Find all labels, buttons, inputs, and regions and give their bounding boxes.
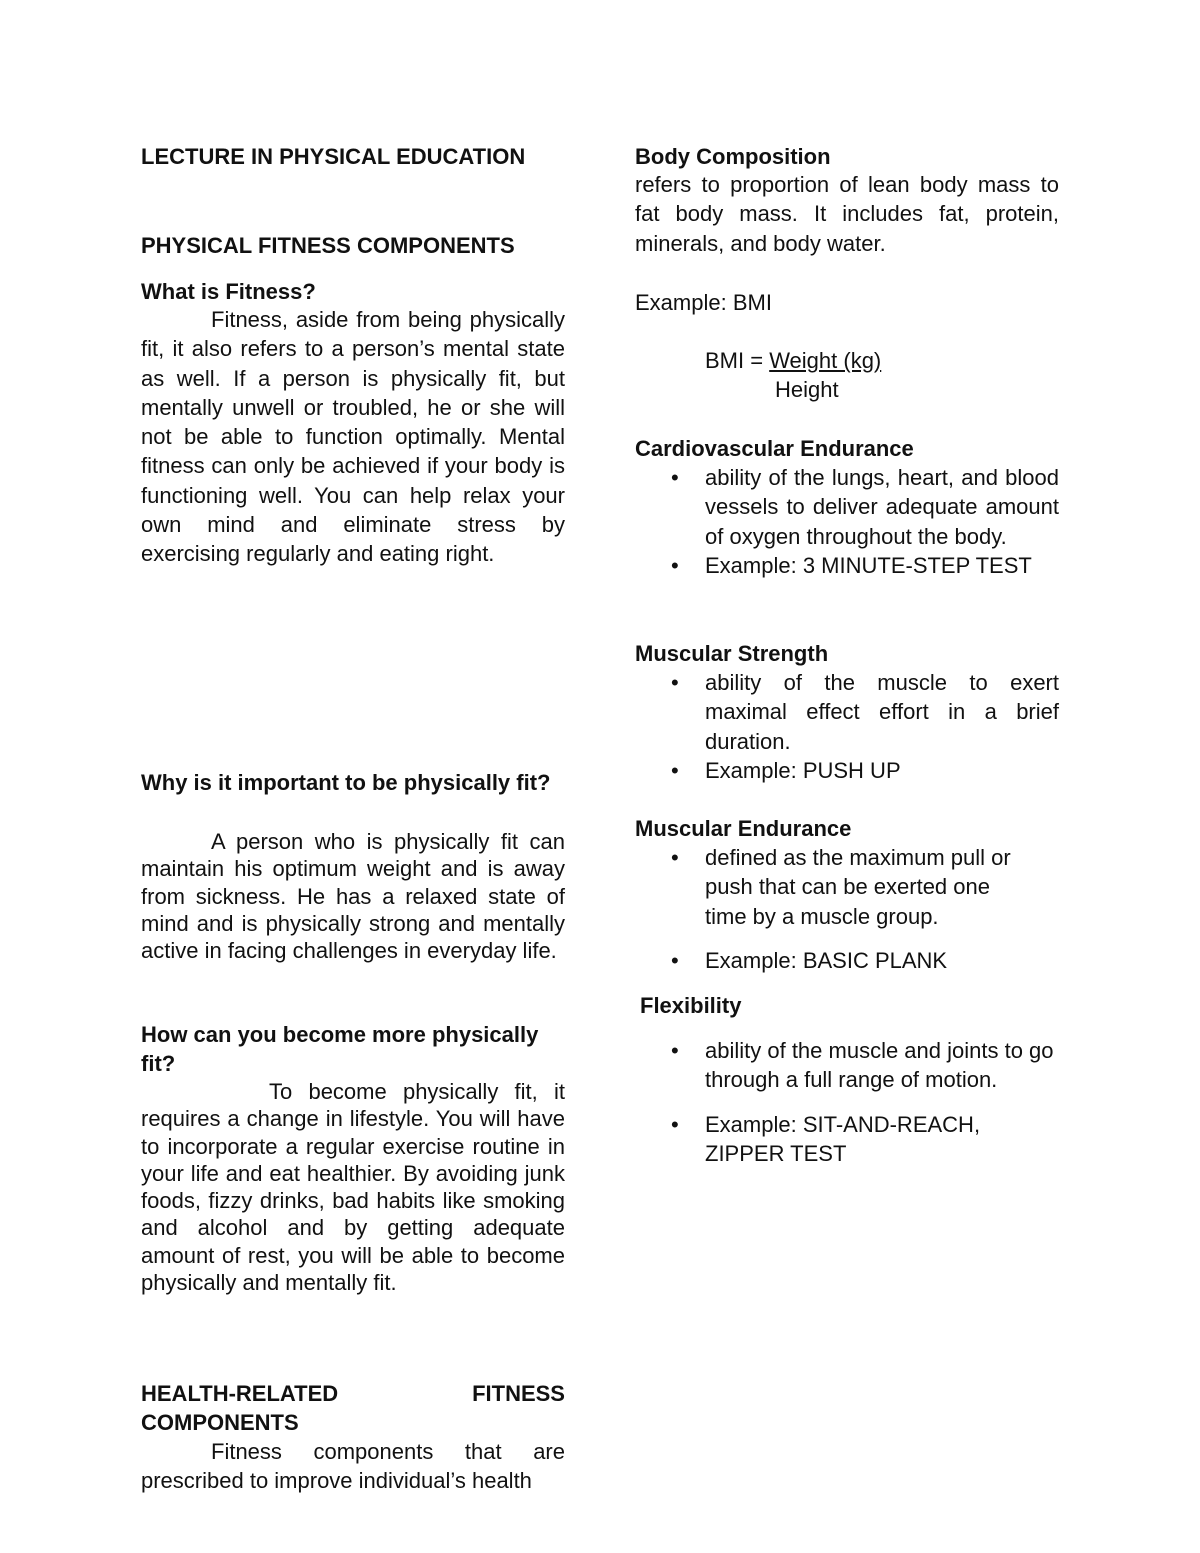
bullet-icon: • (671, 465, 679, 490)
section-heading-physical-fitness-components: PHYSICAL FITNESS COMPONENTS (141, 233, 515, 258)
bmi-formula (705, 346, 1005, 405)
bullet-icon: • (671, 757, 679, 783)
list-item-text: Example: 3 MINUTE-STEP TEST (705, 552, 1032, 578)
list-item-text: Example: BASIC PLANK (705, 947, 948, 973)
list-muscular-strength (635, 668, 1059, 785)
section-heading-health-related: HEALTH-RELATED FITNESS COMPONENTS (141, 1381, 565, 1435)
bullet-icon: • (671, 1038, 679, 1063)
list-item-text: defined as the maximum pull or push that can be exerted one time by a muscle group. (705, 845, 1011, 929)
bullet-icon: • (671, 670, 679, 695)
list-item (635, 668, 1059, 756)
list-item (635, 946, 1059, 975)
list-item-text: ability of the lungs, heart, and blood vessels to deliver adequate amount of oxygen throughout the body. (705, 465, 1059, 549)
list-item (635, 463, 1059, 551)
paragraph-what-is-fitness: Fitness, aside from being physically fit, it also refers to a person’s mental state as well. If a person is physically fit, but mentally unwell or troubled, he or she will not be able to function optimally. Mental fitness can only be achieved if your body is functioning well. You can help relax your own mind and eliminate stress by exercising regularly and eating right. (141, 307, 565, 567)
paragraph-why-important: A person who is physically fit can maintain his optimum weight and is away from sickness. He has a relaxed state of mind and is physically strong and mentally active in facing challenges in everyday life. (141, 829, 565, 964)
list-flexibility (635, 1036, 1059, 1168)
bmi-formula-numerator: Weight (kg) (769, 348, 882, 373)
bullet-icon: • (671, 1111, 679, 1137)
list-item (635, 756, 1059, 785)
bullet-icon: • (671, 552, 679, 578)
text-body-composition: refers to proportion of lean body mass to fat body mass. It includes fat, protein, minerals, and body water. (635, 172, 1059, 256)
document-title: LECTURE IN PHYSICAL EDUCATION (141, 144, 526, 169)
list-item-text: ability of the muscle and joints to go through a full range of motion. (705, 1038, 1054, 1093)
bmi-formula-lhs: BMI = (705, 348, 770, 373)
list-item (635, 1110, 1059, 1169)
bmi-formula-numerator-line (705, 346, 1005, 375)
bmi-formula-denominator: Height (775, 377, 839, 403)
section-heading-health-related-line1 (141, 1379, 565, 1437)
heading-cardiovascular-endurance: Cardiovascular Endurance (635, 436, 914, 461)
list-item-text: ability of the muscle to exert maximal effect effort in a brief duration. (705, 670, 1059, 754)
list-item-text: Example: PUSH UP (705, 757, 901, 783)
question-heading-how-become-fit: How can you become more physically fit? (141, 1022, 539, 1076)
bullet-icon: • (671, 947, 679, 973)
list-cardiovascular-endurance (635, 463, 1059, 580)
list-item-text: Example: SIT-AND-REACH, ZIPPER TEST (705, 1111, 981, 1166)
list-item (635, 843, 1059, 931)
heading-flexibility: Flexibility (640, 993, 742, 1018)
heading-muscular-endurance: Muscular Endurance (635, 816, 852, 841)
heading-muscular-strength: Muscular Strength (635, 641, 829, 666)
example-bmi: Example: BMI (635, 290, 772, 315)
list-item (635, 1036, 1059, 1095)
bullet-icon: • (671, 845, 679, 870)
list-muscular-endurance (635, 843, 1059, 975)
question-heading-why-important: Why is it important to be physically fit? (141, 770, 551, 795)
question-heading-what-is-fitness: What is Fitness? (141, 279, 316, 304)
paragraph-health-related: Fitness components that are prescribed to improve individual’s health (141, 1439, 565, 1494)
paragraph-how-become-fit: To become physically fit, it requires a change in lifestyle. You will have to incorporate a regular exercise routine in your life and eat healthier. By avoiding junk foods, fizzy drinks, bad habits like smoking and alcohol and by getting adequate amount of rest, you will be able to become physically and mentally fit. (141, 1079, 565, 1296)
list-item (635, 551, 1059, 580)
heading-body-composition: Body Composition (635, 144, 831, 169)
